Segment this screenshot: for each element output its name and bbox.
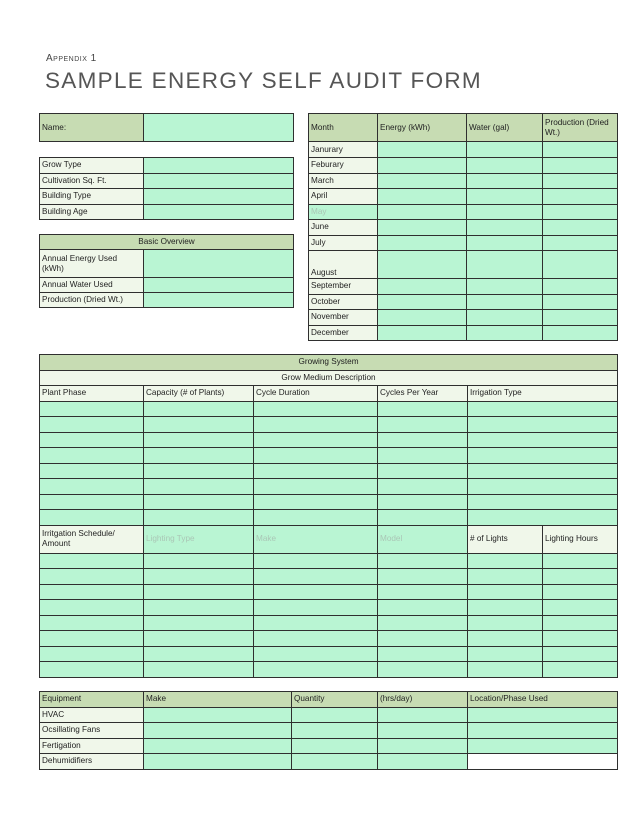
energy-cell[interactable]: [378, 279, 467, 295]
production-cell[interactable]: [543, 173, 618, 189]
equipment-cell[interactable]: [292, 754, 378, 770]
water-cell[interactable]: [467, 158, 543, 174]
facility-info-table: [39, 157, 294, 220]
lighting-cell[interactable]: [468, 662, 543, 678]
month-label: March: [309, 173, 378, 189]
irrigation-schedule-header: Irritgation Schedule/ Amount: [40, 525, 144, 553]
lighting-cell[interactable]: [378, 631, 468, 647]
lighting-hours-header: Lighting Hours: [543, 525, 618, 553]
equipment-cell[interactable]: [292, 707, 378, 723]
water-cell[interactable]: [467, 251, 543, 279]
growing-system-title: Growing System: [40, 355, 618, 371]
grow-cell[interactable]: [40, 494, 144, 510]
grow-cell[interactable]: [378, 494, 468, 510]
production-label: Production (Dried Wt.): [40, 293, 144, 308]
lighting-cell[interactable]: [40, 646, 144, 662]
month-label: June: [309, 220, 378, 236]
lighting-cell[interactable]: [468, 615, 543, 631]
annual-energy-label: Annual Energy Used (kWh): [40, 250, 144, 278]
grow-cell[interactable]: [144, 479, 254, 495]
lighting-cell[interactable]: [468, 646, 543, 662]
lighting-cell[interactable]: [40, 569, 144, 585]
lighting-cell[interactable]: [254, 553, 378, 569]
grow-cell[interactable]: [40, 510, 144, 526]
annual-water-label: Annual Water Used: [40, 278, 144, 293]
grow-cell[interactable]: [144, 448, 254, 464]
energy-header: Energy (kWh): [378, 114, 467, 142]
lighting-cell[interactable]: [254, 615, 378, 631]
grow-cell[interactable]: [144, 401, 254, 417]
equipment-cell[interactable]: [378, 754, 468, 770]
equipment-cell[interactable]: [144, 723, 292, 739]
building-type-input[interactable]: [144, 189, 294, 205]
month-label: Feburary: [309, 158, 378, 174]
lighting-cell[interactable]: [378, 569, 468, 585]
irrigation-type-header: Irrigation Type: [468, 386, 618, 402]
grow-cell[interactable]: [468, 494, 618, 510]
grow-cell[interactable]: [40, 463, 144, 479]
grow-cell[interactable]: [378, 448, 468, 464]
lighting-cell[interactable]: [543, 553, 618, 569]
grow-type-input[interactable]: [144, 158, 294, 174]
lighting-cell[interactable]: [40, 584, 144, 600]
lighting-cell[interactable]: [378, 646, 468, 662]
month-label: April: [309, 189, 378, 205]
lighting-cell[interactable]: [254, 662, 378, 678]
cycle-duration-header: Cycle Duration: [254, 386, 378, 402]
equipment-cell[interactable]: [292, 723, 378, 739]
building-age-input[interactable]: [144, 204, 294, 220]
grow-cell[interactable]: [40, 417, 144, 433]
lighting-cell[interactable]: [254, 600, 378, 616]
grow-cell[interactable]: [144, 432, 254, 448]
lighting-cell[interactable]: [468, 569, 543, 585]
equipment-item-fans: Ocsillating Fans: [40, 723, 144, 739]
lighting-cell[interactable]: [144, 615, 254, 631]
building-age-label: Building Age: [40, 204, 144, 220]
energy-cell[interactable]: [378, 235, 467, 251]
energy-cell[interactable]: [378, 204, 467, 220]
water-cell[interactable]: [467, 173, 543, 189]
capacity-header: Capacity (# of Plants): [144, 386, 254, 402]
equipment-cell[interactable]: [378, 723, 468, 739]
number-of-lights-header: # of Lights: [468, 525, 543, 553]
production-cell[interactable]: [543, 251, 618, 279]
grow-cell[interactable]: [254, 401, 378, 417]
equipment-cell[interactable]: [144, 738, 292, 754]
lighting-cell[interactable]: [378, 615, 468, 631]
grow-cell[interactable]: [40, 479, 144, 495]
grow-type-label: Grow Type: [40, 158, 144, 174]
month-label: September: [309, 279, 378, 295]
grow-medium-label: Grow Medium Description: [40, 370, 618, 386]
month-label: May: [309, 204, 378, 220]
energy-cell[interactable]: [378, 310, 467, 326]
grow-cell[interactable]: [378, 417, 468, 433]
basic-overview-heading: Basic Overview: [40, 235, 294, 250]
grow-cell[interactable]: [468, 401, 618, 417]
lighting-cell[interactable]: [40, 631, 144, 647]
water-cell[interactable]: [467, 325, 543, 341]
lighting-model-header: Model: [378, 525, 468, 553]
grow-cell[interactable]: [144, 494, 254, 510]
grow-cell[interactable]: [254, 494, 378, 510]
lighting-cell[interactable]: [468, 553, 543, 569]
name-label: Name:: [40, 114, 144, 142]
lighting-cell[interactable]: [543, 615, 618, 631]
equipment-location-header: Location/Phase Used: [468, 692, 618, 708]
lighting-cell[interactable]: [543, 646, 618, 662]
production-cell[interactable]: [543, 158, 618, 174]
lighting-cell[interactable]: [254, 646, 378, 662]
lighting-cell[interactable]: [378, 662, 468, 678]
energy-cell[interactable]: [378, 158, 467, 174]
growing-system-table: [39, 354, 618, 678]
grow-cell[interactable]: [254, 510, 378, 526]
equipment-cell[interactable]: [378, 707, 468, 723]
lighting-cell[interactable]: [144, 631, 254, 647]
equipment-cell[interactable]: [468, 723, 618, 739]
annual-water-input[interactable]: [144, 278, 294, 293]
equipment-cell[interactable]: [468, 707, 618, 723]
equipment-item-hvac: HVAC: [40, 707, 144, 723]
month-header: Month: [309, 114, 378, 142]
equipment-header: Equipment: [40, 692, 144, 708]
cultivation-sqft-input[interactable]: [144, 173, 294, 189]
grow-cell[interactable]: [468, 463, 618, 479]
lighting-cell[interactable]: [543, 631, 618, 647]
lighting-cell[interactable]: [468, 631, 543, 647]
energy-cell[interactable]: [378, 294, 467, 310]
energy-cell[interactable]: [378, 251, 467, 279]
lighting-cell[interactable]: [468, 584, 543, 600]
month-label: November: [309, 310, 378, 326]
month-label: July: [309, 235, 378, 251]
lighting-cell[interactable]: [378, 584, 468, 600]
equipment-quantity-header: Quantity: [292, 692, 378, 708]
grow-cell[interactable]: [254, 448, 378, 464]
water-cell[interactable]: [467, 142, 543, 158]
lighting-make-header: Make: [254, 525, 378, 553]
lighting-cell[interactable]: [40, 553, 144, 569]
energy-cell[interactable]: [378, 173, 467, 189]
water-cell[interactable]: [467, 189, 543, 205]
lighting-cell[interactable]: [40, 662, 144, 678]
water-header: Water (gal): [467, 114, 543, 142]
equipment-cell[interactable]: [468, 754, 618, 770]
equipment-hours-header: (hrs/day): [378, 692, 468, 708]
equipment-item-dehumidifiers: Dehumidifiers: [40, 754, 144, 770]
lighting-cell[interactable]: [254, 569, 378, 585]
lighting-cell[interactable]: [144, 646, 254, 662]
lighting-cell[interactable]: [543, 569, 618, 585]
grow-cell[interactable]: [40, 401, 144, 417]
production-cell[interactable]: [543, 294, 618, 310]
grow-cell[interactable]: [468, 479, 618, 495]
grow-cell[interactable]: [144, 463, 254, 479]
lighting-cell[interactable]: [144, 553, 254, 569]
energy-cell[interactable]: [378, 325, 467, 341]
water-cell[interactable]: [467, 204, 543, 220]
equipment-cell[interactable]: [144, 754, 292, 770]
basic-overview-table: [39, 234, 294, 308]
energy-cell[interactable]: [378, 220, 467, 236]
equipment-item-fertigation: Fertigation: [40, 738, 144, 754]
water-cell[interactable]: [467, 294, 543, 310]
equipment-make-header: Make: [144, 692, 292, 708]
name-table: [39, 113, 294, 142]
production-cell[interactable]: [543, 220, 618, 236]
month-label: August: [309, 251, 378, 279]
water-cell[interactable]: [467, 220, 543, 236]
lighting-cell[interactable]: [378, 553, 468, 569]
equipment-table: [39, 691, 618, 770]
month-label: December: [309, 325, 378, 341]
production-header: Production (Dried Wt.): [543, 114, 618, 142]
grow-cell[interactable]: [378, 432, 468, 448]
grow-cell[interactable]: [468, 448, 618, 464]
equipment-cell[interactable]: [378, 738, 468, 754]
grow-cell[interactable]: [254, 463, 378, 479]
grow-cell[interactable]: [468, 510, 618, 526]
grow-cell[interactable]: [40, 432, 144, 448]
grow-cell[interactable]: [378, 510, 468, 526]
grow-cell[interactable]: [254, 417, 378, 433]
grow-cell[interactable]: [378, 463, 468, 479]
grow-cell[interactable]: [254, 479, 378, 495]
month-label: October: [309, 294, 378, 310]
lighting-cell[interactable]: [543, 600, 618, 616]
water-cell[interactable]: [467, 235, 543, 251]
grow-cell[interactable]: [378, 401, 468, 417]
water-cell[interactable]: [467, 310, 543, 326]
lighting-cell[interactable]: [144, 662, 254, 678]
grow-cell[interactable]: [40, 448, 144, 464]
plant-phase-header: Plant Phase: [40, 386, 144, 402]
lighting-cell[interactable]: [378, 600, 468, 616]
grow-cell[interactable]: [144, 510, 254, 526]
grow-cell[interactable]: [468, 417, 618, 433]
annual-energy-input[interactable]: [144, 250, 294, 278]
cycles-per-year-header: Cycles Per Year: [378, 386, 468, 402]
monthly-usage-table: [308, 113, 618, 341]
grow-cell[interactable]: [144, 417, 254, 433]
water-cell[interactable]: [467, 279, 543, 295]
lighting-cell[interactable]: [144, 584, 254, 600]
lighting-cell[interactable]: [254, 584, 378, 600]
equipment-cell[interactable]: [144, 707, 292, 723]
cultivation-sqft-label: Cultivation Sq. Ft.: [40, 173, 144, 189]
lighting-cell[interactable]: [144, 600, 254, 616]
month-label: Janurary: [309, 142, 378, 158]
lighting-cell[interactable]: [40, 600, 144, 616]
energy-cell[interactable]: [378, 142, 467, 158]
lighting-cell[interactable]: [543, 584, 618, 600]
production-cell[interactable]: [543, 310, 618, 326]
production-cell[interactable]: [543, 142, 618, 158]
production-cell[interactable]: [543, 325, 618, 341]
lighting-cell[interactable]: [40, 615, 144, 631]
equipment-cell[interactable]: [292, 738, 378, 754]
lighting-type-header: Lighting Type: [144, 525, 254, 553]
production-cell[interactable]: [543, 204, 618, 220]
appendix-label: Appendix 1: [46, 53, 97, 64]
lighting-cell[interactable]: [144, 569, 254, 585]
production-cell[interactable]: [543, 189, 618, 205]
building-type-label: Building Type: [40, 189, 144, 205]
energy-cell[interactable]: [378, 189, 467, 205]
grow-cell[interactable]: [254, 432, 378, 448]
lighting-cell[interactable]: [543, 662, 618, 678]
name-input[interactable]: [144, 114, 294, 142]
lighting-cell[interactable]: [468, 600, 543, 616]
grow-cell[interactable]: [468, 432, 618, 448]
equipment-cell[interactable]: [468, 738, 618, 754]
grow-cell[interactable]: [378, 479, 468, 495]
page-title: SAMPLE ENERGY SELF AUDIT FORM: [45, 68, 482, 93]
lighting-cell[interactable]: [254, 631, 378, 647]
production-input[interactable]: [144, 293, 294, 308]
production-cell[interactable]: [543, 279, 618, 295]
production-cell[interactable]: [543, 235, 618, 251]
